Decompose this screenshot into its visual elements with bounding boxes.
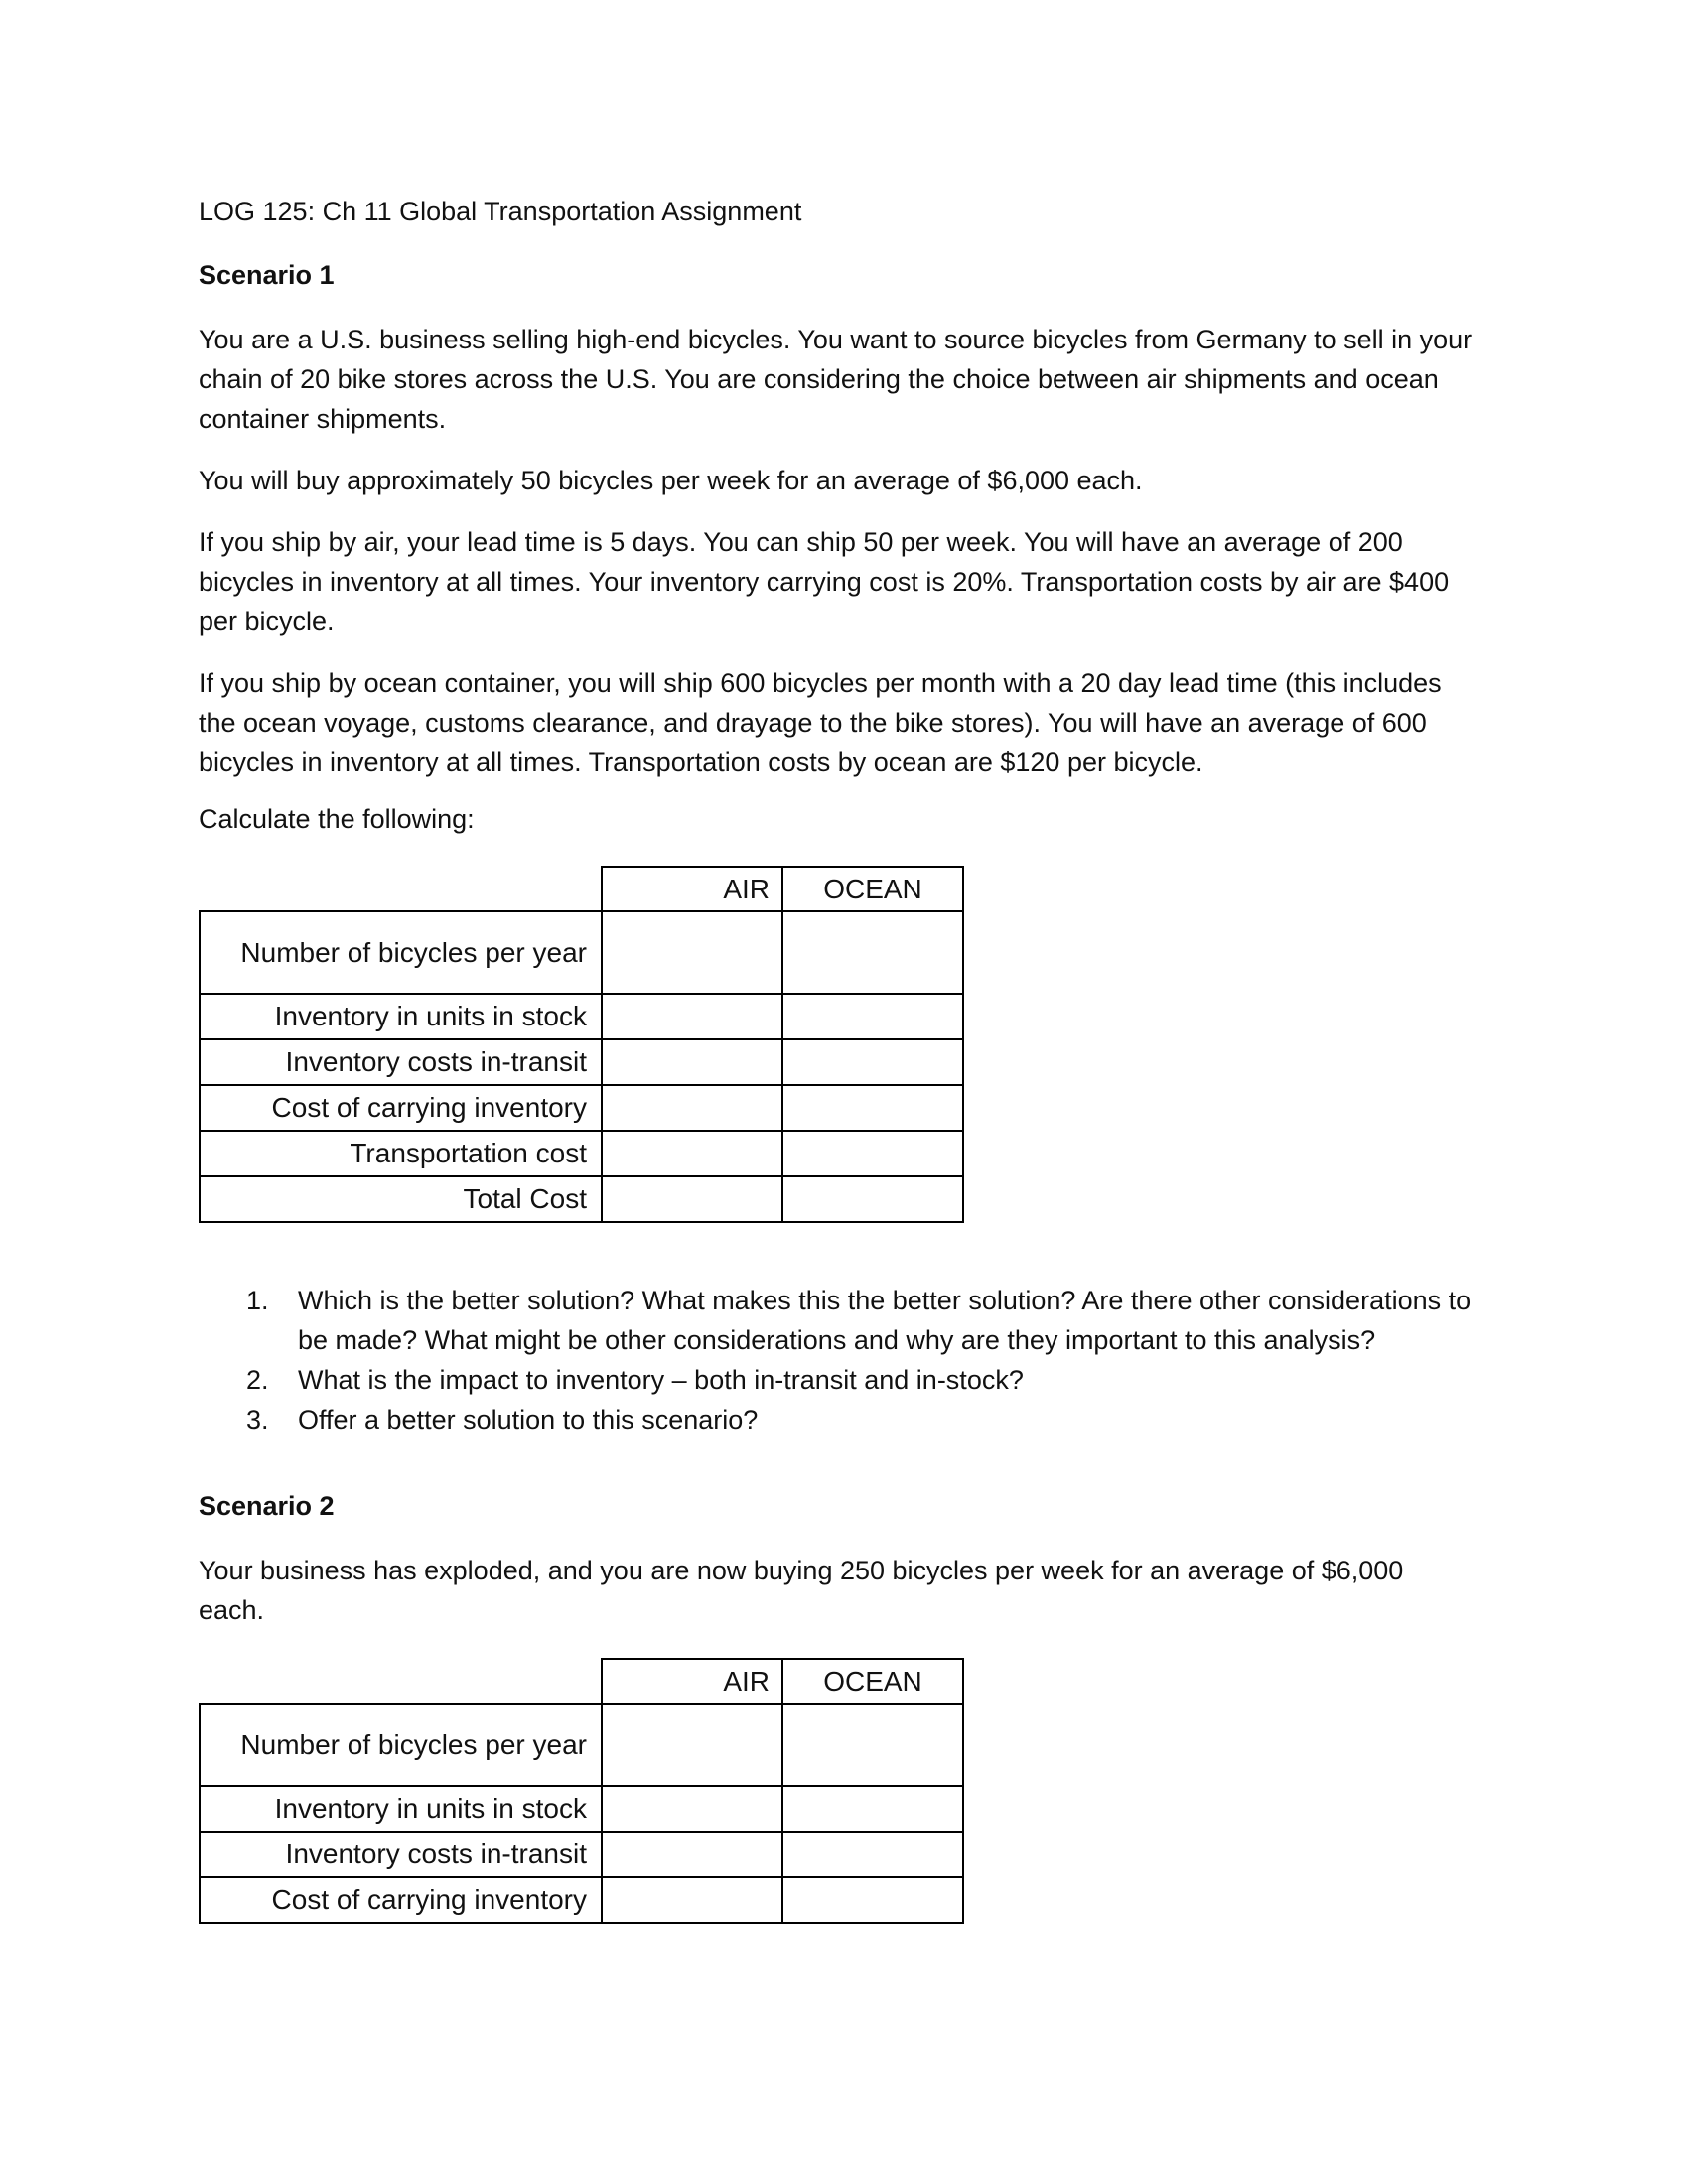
ocean-cell[interactable]: [782, 1877, 963, 1923]
scenario1-ocean-paragraph: If you ship by ocean container, you will ship 600 bicycles per month with a 20 day lead time (this includes the ocean voyage, customs clearance, and drayage to the bike stores). You will have an average of 600 bicycles in inventory at all times. Transportation costs by ocean are $120 per bicycle.: [199, 668, 1442, 777]
table-row: [200, 1832, 963, 1877]
list-item-text: Offer a better solution to this scenario?: [298, 1405, 759, 1434]
scenario1-air-paragraph: If you ship by air, your lead time is 5 days. You can ship 50 per week. You will have an average of 200 bicycles in inventory at all times. Your inventory carrying cost is 20%. Transportation costs by air are $400 per bicycle.: [199, 527, 1450, 636]
table-row: [200, 1704, 963, 1786]
scenario2-cost-table: [199, 1658, 964, 1924]
air-cell[interactable]: [602, 911, 782, 994]
scenario1-heading: Scenario 1: [199, 260, 335, 290]
table-row: [200, 1786, 963, 1832]
list-item-number: 3.: [246, 1405, 269, 1434]
air-cell[interactable]: [602, 1131, 782, 1176]
list-item-text: What is the impact to inventory – both in-transit and in-stock?: [298, 1365, 1024, 1395]
table-row: [200, 994, 963, 1039]
row-label: Cost of carrying inventory: [200, 1877, 602, 1923]
row-label: Inventory costs in-transit: [200, 1039, 602, 1085]
row-label: Cost of carrying inventory: [200, 1085, 602, 1131]
ocean-cell[interactable]: [782, 1704, 963, 1786]
table-row: [200, 1039, 963, 1085]
list-item-number: 2.: [246, 1365, 269, 1395]
ocean-cell[interactable]: [782, 911, 963, 994]
table-row: [200, 911, 963, 994]
scenario1-purchase-paragraph: You will buy approximately 50 bicycles per week for an average of $6,000 each.: [199, 466, 1143, 495]
column-header-ocean: OCEAN: [782, 1659, 963, 1704]
document-title: LOG 125: Ch 11 Global Transportation Assignment: [199, 197, 802, 226]
list-item: [199, 1281, 1489, 1360]
ocean-cell[interactable]: [782, 1176, 963, 1222]
ocean-cell[interactable]: [782, 1832, 963, 1877]
list-item-text: Which is the better solution? What makes this the better solution? Are there other considerations to be made? What might be other considerations and why are they important to this analysis?: [298, 1286, 1472, 1355]
ocean-cell[interactable]: [782, 994, 963, 1039]
ocean-cell[interactable]: [782, 1786, 963, 1832]
row-label: Total Cost: [200, 1176, 602, 1222]
table-header-row: [200, 867, 963, 911]
scenario1-questions-list: [199, 1281, 1489, 1439]
table-row: [200, 1176, 963, 1222]
scenario1-cost-table: [199, 866, 964, 1223]
air-cell[interactable]: [602, 994, 782, 1039]
list-item-number: 1.: [246, 1286, 269, 1315]
column-header-air: AIR: [602, 1659, 782, 1704]
scenario2-heading: Scenario 2: [199, 1491, 335, 1521]
air-cell[interactable]: [602, 1877, 782, 1923]
scenario2-intro-paragraph: Your business has exploded, and you are now buying 250 bicycles per week for an average of $6,000 each.: [199, 1556, 1404, 1625]
row-label: Inventory in units in stock: [200, 1786, 602, 1832]
ocean-cell[interactable]: [782, 1131, 963, 1176]
row-label: Inventory costs in-transit: [200, 1832, 602, 1877]
list-item: [199, 1400, 1489, 1439]
air-cell[interactable]: [602, 1039, 782, 1085]
ocean-cell[interactable]: [782, 1039, 963, 1085]
table-row: [200, 1131, 963, 1176]
scenario1-intro-paragraph: You are a U.S. business selling high-end bicycles. You want to source bicycles from Germany to sell in your chain of 20 bike stores across the U.S. You are considering the choice between air shipments and ocean container shipments.: [199, 325, 1473, 434]
table-row: [200, 1085, 963, 1131]
table-row: [200, 1877, 963, 1923]
air-cell[interactable]: [602, 1704, 782, 1786]
air-cell[interactable]: [602, 1786, 782, 1832]
row-label: Transportation cost: [200, 1131, 602, 1176]
list-item: [199, 1360, 1489, 1400]
scenario1-instruction: Calculate the following:: [199, 804, 475, 834]
row-label: Number of bicycles per year: [200, 1704, 602, 1786]
air-cell[interactable]: [602, 1176, 782, 1222]
air-cell[interactable]: [602, 1832, 782, 1877]
row-label: Inventory in units in stock: [200, 994, 602, 1039]
column-header-air: AIR: [602, 867, 782, 911]
column-header-ocean: OCEAN: [782, 867, 963, 911]
ocean-cell[interactable]: [782, 1085, 963, 1131]
air-cell[interactable]: [602, 1085, 782, 1131]
table-header-row: [200, 1659, 963, 1704]
row-label: Number of bicycles per year: [200, 911, 602, 994]
